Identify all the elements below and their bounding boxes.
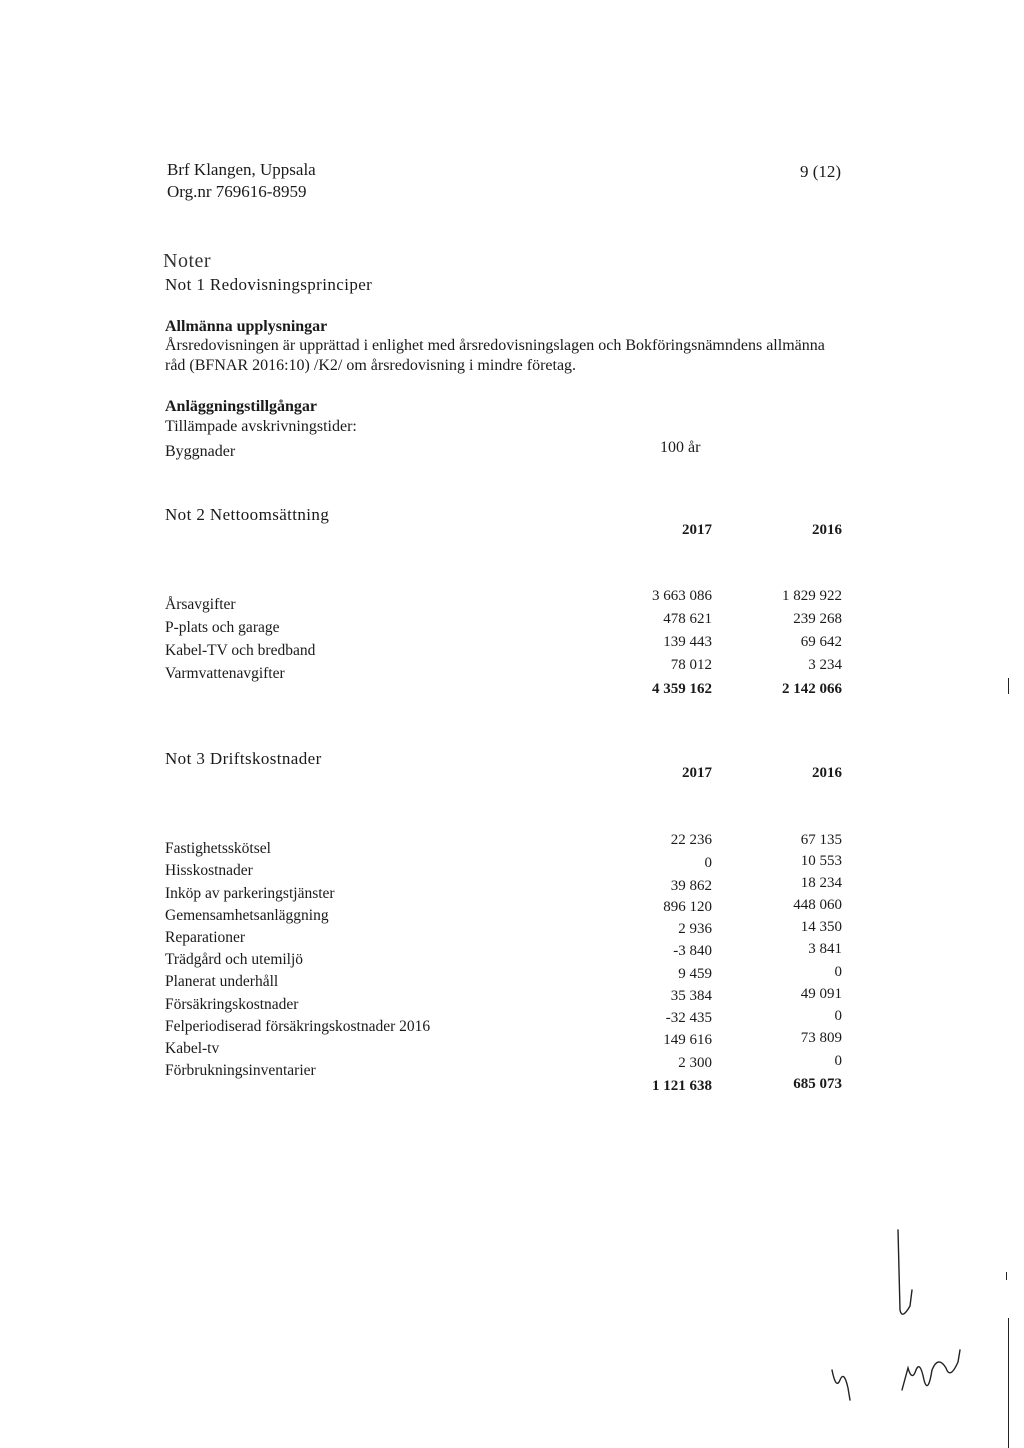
- not1-title: Not 1 Redovisningsprinciper: [165, 275, 373, 294]
- not3-col-2016: 2016: [812, 765, 842, 781]
- not3-total-2016: 685 073: [793, 1076, 842, 1092]
- not2-row-2017: 3 663 086: [652, 588, 712, 604]
- not3-row-label: Förbrukningsinventarier: [165, 1062, 316, 1079]
- assets-subheading: Tillämpade avskrivningstider:: [165, 418, 357, 435]
- org-number: Org.nr 769616-8959: [167, 182, 307, 201]
- not3-row-label: Försäkringskostnader: [165, 996, 299, 1013]
- not3-row-label: Kabel-tv: [165, 1040, 220, 1057]
- not2-col-2017: 2017: [682, 522, 712, 538]
- not2-row-2016: 239 268: [793, 611, 842, 627]
- not3-row-2017: 2 936: [678, 921, 712, 937]
- not3-row-label: Planerat underhåll: [165, 973, 279, 990]
- scan-margin-mark: [1008, 1318, 1009, 1448]
- not3-row-2017: -3 840: [673, 943, 712, 959]
- not3-row-2016: 0: [834, 1053, 842, 1069]
- not2-total-2017: 4 359 162: [652, 681, 712, 697]
- not3-row-label: Gemensamhetsanläggning: [165, 907, 329, 924]
- not3-row-2017: 9 459: [678, 966, 712, 982]
- not3-row-2016: 448 060: [793, 897, 842, 913]
- not3-title: Not 3 Driftskostnader: [165, 749, 322, 768]
- not3-row-label: Fastighetsskötsel: [165, 840, 271, 857]
- buildings-value: 100 år: [660, 439, 701, 456]
- not3-row-label: Inköp av parkeringstjänster: [165, 885, 335, 902]
- general-text-line-1: Årsredovisningen är upprättad i enlighet med årsredovisningslagen och Bokföringsnämndens allmänna: [165, 337, 825, 354]
- not3-row-2016: 14 350: [800, 919, 842, 935]
- not3-row-2016: 3 841: [808, 941, 842, 957]
- not3-row-2017: 149 616: [663, 1032, 712, 1048]
- not2-row-label: Varmvattenavgifter: [165, 665, 285, 682]
- scan-margin-mark: [1008, 678, 1009, 694]
- org-name: Brf Klangen, Uppsala: [167, 160, 316, 179]
- not3-row-2016: 18 234: [800, 875, 842, 891]
- not3-row-2016: 10 553: [800, 853, 842, 869]
- not3-row-2017: 2 300: [678, 1055, 712, 1071]
- page-number: 9 (12): [800, 162, 842, 181]
- buildings-label: Byggnader: [165, 443, 236, 460]
- not3-row-2017: 35 384: [670, 988, 712, 1004]
- not3-row-2016: 0: [834, 1008, 842, 1024]
- not2-title: Not 2 Nettoomsättning: [165, 505, 330, 524]
- scan-margin-mark: [1006, 1272, 1007, 1280]
- not3-row-2017: 39 862: [670, 878, 712, 894]
- not3-row-2017: 22 236: [670, 832, 712, 848]
- not2-row-2017: 478 621: [663, 611, 712, 627]
- not3-row-2017: 896 120: [663, 899, 712, 915]
- not2-row-2016: 69 642: [800, 634, 842, 650]
- not2-row-label: Årsavgifter: [165, 596, 236, 613]
- not3-row-label: Trädgård och utemiljö: [165, 951, 304, 968]
- general-heading: Allmänna upplysningar: [165, 318, 328, 335]
- not3-row-label: Hisskostnader: [165, 862, 253, 879]
- not2-row-2016: 3 234: [808, 657, 842, 673]
- not2-row-2017: 78 012: [670, 657, 712, 673]
- not3-row-2017: 0: [704, 855, 712, 871]
- not2-col-2016: 2016: [812, 522, 842, 538]
- not3-row-2017: -32 435: [665, 1010, 712, 1026]
- not3-row-2016: 67 135: [800, 832, 842, 848]
- general-text-line-2: råd (BFNAR 2016:10) /K2/ om årsredovisning i mindre företag.: [165, 357, 577, 374]
- notes-title: Noter: [163, 250, 212, 272]
- not2-row-label: P-plats och garage: [165, 619, 280, 636]
- assets-heading: Anläggningstillgångar: [165, 398, 318, 415]
- not2-row-label: Kabel-TV och bredband: [165, 642, 316, 659]
- not3-col-2017: 2017: [682, 765, 712, 781]
- not3-total-2017: 1 121 638: [652, 1078, 712, 1094]
- not2-total-2016: 2 142 066: [782, 681, 842, 697]
- not3-row-2016: 49 091: [800, 986, 842, 1002]
- handwritten-initials-icon: [820, 1220, 990, 1420]
- not3-row-label: Felperiodiserad försäkringskostnader 2016: [165, 1018, 431, 1035]
- not2-row-2017: 139 443: [663, 634, 712, 650]
- not3-row-2016: 73 809: [800, 1030, 842, 1046]
- not3-row-label: Reparationer: [165, 929, 246, 946]
- not2-row-2016: 1 829 922: [782, 588, 842, 604]
- not3-row-2016: 0: [834, 964, 842, 980]
